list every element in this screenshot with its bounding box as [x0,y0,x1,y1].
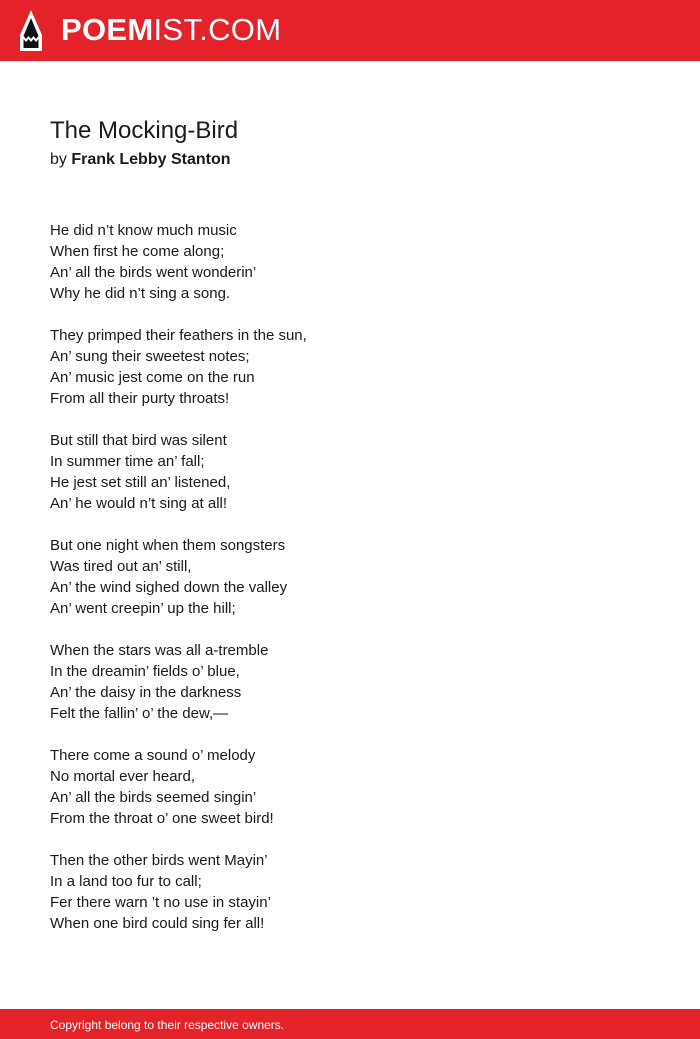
poem-line: An’ went creepin’ up the hill; [50,600,236,617]
poem-line: In summer time an’ fall; [50,453,205,470]
poem-line: Felt the fallin’ o’ the dew,— [50,705,229,722]
poem-title: The Mocking-Bird [50,117,239,144]
poem-line: He did n’t know much music [50,222,237,239]
stanza [50,325,650,409]
site-footer [0,1009,700,1039]
stanza [50,535,650,619]
author-name: Frank Lebby Stanton [71,151,231,168]
poem-line: An’ all the birds seemed singin’ [50,789,257,806]
poem-line: An’ he would n’t sing at all! [50,495,228,512]
poem-line: From the throat o’ one sweet bird! [50,810,274,827]
by-label: by [50,151,67,168]
poem-line: An’ all the birds went wonderin’ [50,264,257,281]
poem-line: An’ the wind sighed down the valley [50,579,288,596]
stanza [50,430,650,514]
poem-line: No mortal ever heard, [50,768,196,785]
poem-line: In the dreamin’ fields o’ blue, [50,663,240,680]
poem-line: In a land too fur to call; [50,873,202,890]
byline [50,149,650,171]
logo-bold-text: POEM [61,12,154,47]
poem-line: Was tired out an’ still, [50,558,192,575]
poem-line: An’ music jest come on the run [50,369,255,386]
poem-line: Then the other birds went Mayin’ [50,852,268,869]
site-header [0,0,700,61]
stanza [50,640,650,724]
stanza [50,220,650,304]
poem-line: They primped their feathers in the sun, [50,327,307,344]
poem-body [50,220,650,934]
poem-line: When one bird could sing fer all! [50,915,265,932]
poem-line: Why he did n’t sing a song. [50,285,231,302]
stanza [50,745,650,829]
poem-line: Fer there warn ’t no use in stayin’ [50,894,271,911]
copyright-text: Copyright belong to their respective owners. [50,1018,285,1032]
poem-line: But one night when them songsters [50,537,286,554]
stanza [50,850,650,934]
poem-content [50,115,650,955]
pencil-tip-icon [17,9,45,53]
poem-line: When the stars was all a-tremble [50,642,269,659]
logo-light-text: IST.COM [153,12,282,47]
poem-line: From all their purty throats! [50,390,230,407]
poem-line: An’ the daisy in the darkness [50,684,242,701]
site-logo[interactable] [61,11,281,49]
poem-line: An’ sung their sweetest notes; [50,348,250,365]
poem-line: He jest set still an’ listened, [50,474,231,491]
poem-line: But still that bird was silent [50,432,227,449]
poem-line: When first he come along; [50,243,225,260]
poem-line: There come a sound o’ melody [50,747,256,764]
